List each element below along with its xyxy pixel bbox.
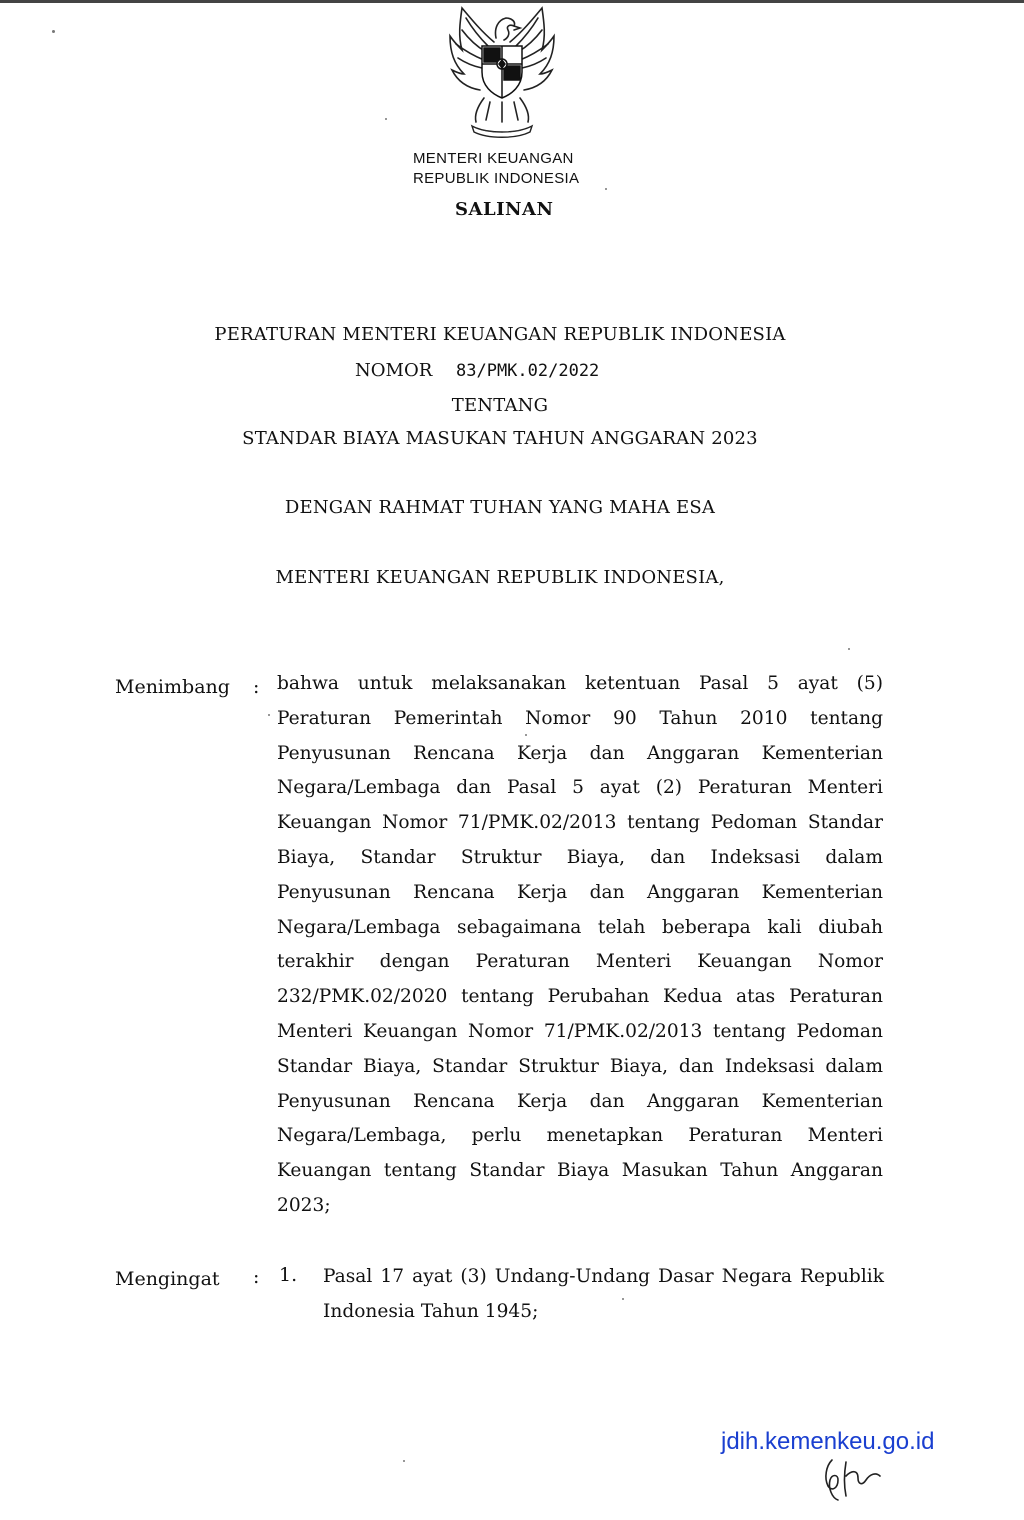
- scan-speck: [848, 648, 850, 650]
- scan-speck: [605, 188, 607, 190]
- tentang-label: TENTANG: [451, 395, 549, 416]
- paragraph-line: Negara/Lembaga sebagaimana telah beberapa kali diubah: [277, 916, 883, 938]
- paragraph-line: terakhir dengan Peraturan Menteri Keuangan Nomor: [277, 951, 883, 973]
- garuda-pancasila-emblem-icon: [432, 2, 572, 142]
- list-item-line: Pasal 17 ayat (3) Undang-Undang Dasar Negara Republik: [323, 1266, 884, 1287]
- nomor-value: 83/PMK.02/2022: [456, 361, 600, 381]
- regulation-subject: STANDAR BIAYA MASUKAN TAHUN ANGGARAN 2023: [242, 428, 758, 449]
- paragraph-line: 232/PMK.02/2020 tentang Perubahan Kedua atas Peraturan: [277, 986, 883, 1008]
- menimbang-colon: :: [253, 676, 260, 698]
- nomor-label: NOMOR: [355, 360, 433, 381]
- scan-speck: [403, 1460, 405, 1462]
- list-item-line: Indonesia Tahun 1945;: [323, 1301, 539, 1322]
- mengingat-colon: :: [253, 1266, 260, 1288]
- paragraph-line: Negara/Lembaga, perlu menetapkan Peraturan Menteri: [277, 1125, 883, 1147]
- paragraph-line: Standar Biaya, Standar Struktur Biaya, dan Indeksasi dalam: [277, 1055, 883, 1077]
- menimbang-label: Menimbang: [115, 676, 230, 698]
- handwritten-initials-icon: [818, 1452, 888, 1504]
- ministry-name: MENTERI KEUANGAN: [413, 150, 574, 167]
- blessing-line: DENGAN RAHMAT TUHAN YANG MAHA ESA: [284, 497, 716, 518]
- ministry-country: REPUBLIK INDONESIA: [413, 170, 580, 187]
- scan-speck: [622, 1298, 624, 1300]
- paragraph-line: Penyusunan Rencana Kerja dan Anggaran Kementerian: [277, 1090, 883, 1112]
- scan-speck: [525, 734, 527, 736]
- copy-label: SALINAN: [455, 199, 554, 220]
- jdih-watermark: jdih.kemenkeu.go.id: [721, 1428, 935, 1455]
- paragraph-line: Menteri Keuangan Nomor 71/PMK.02/2013 tentang Pedoman: [277, 1020, 883, 1042]
- paragraph-line: Penyusunan Rencana Kerja dan Anggaran Kementerian: [277, 742, 883, 764]
- mengingat-item-1: [323, 1259, 884, 1329]
- authority-line: MENTERI KEUANGAN REPUBLIK INDONESIA,: [275, 567, 725, 588]
- scan-speck: [268, 714, 270, 716]
- mengingat-label: Mengingat: [115, 1268, 220, 1290]
- list-item-number: 1.: [279, 1264, 298, 1286]
- paragraph-line: 2023;: [277, 1194, 331, 1216]
- menimbang-paragraph: [277, 667, 883, 1224]
- paragraph-line: Penyusunan Rencana Kerja dan Anggaran Kementerian: [277, 881, 883, 903]
- scan-speck: [52, 30, 55, 33]
- scan-speck: [385, 118, 387, 120]
- paragraph-line: bahwa untuk melaksanakan ketentuan Pasal 5 ayat (5): [277, 673, 883, 694]
- regulation-title: PERATURAN MENTERI KEUANGAN REPUBLIK INDONESIA: [214, 324, 786, 345]
- paragraph-line: Negara/Lembaga dan Pasal 5 ayat (2) Peraturan Menteri: [277, 777, 883, 799]
- paragraph-line: Keuangan tentang Standar Biaya Masukan Tahun Anggaran: [277, 1160, 883, 1182]
- paragraph-line: Keuangan Nomor 71/PMK.02/2013 tentang Pedoman Standar: [277, 812, 883, 834]
- paragraph-line: Biaya, Standar Struktur Biaya, dan Indeksasi dalam: [277, 846, 883, 868]
- paragraph-line: Peraturan Pemerintah Nomor 90 Tahun 2010 tentang: [277, 707, 883, 729]
